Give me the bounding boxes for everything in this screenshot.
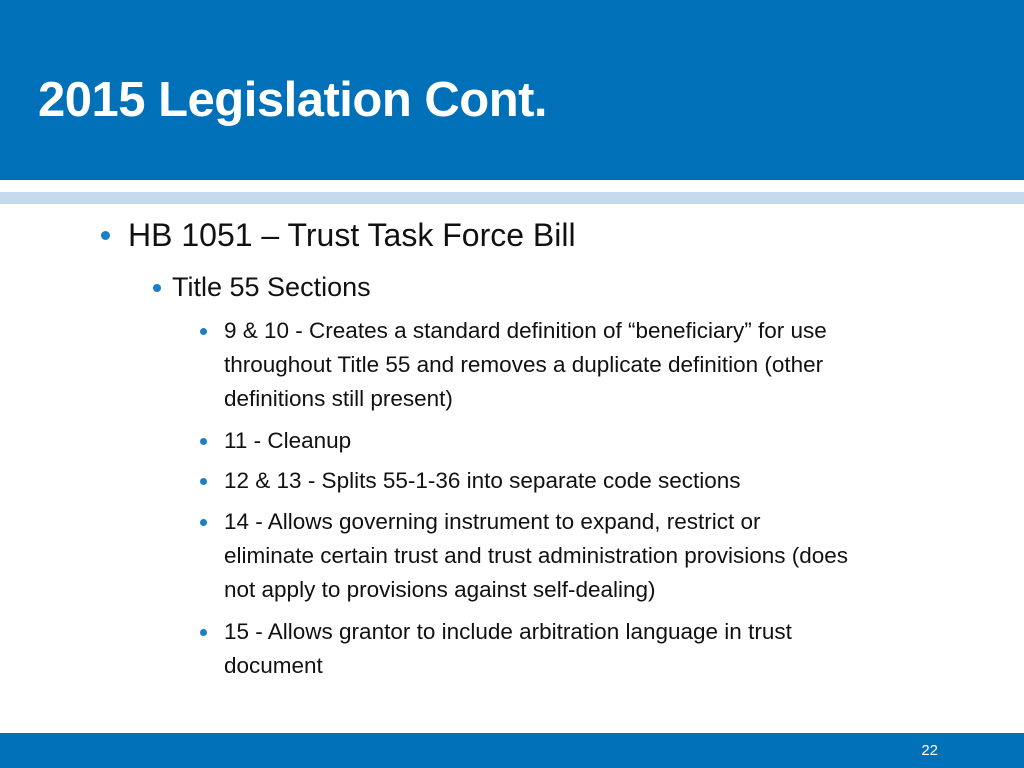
bullet-item-section-15: 15 - Allows grantor to include arbitration language in trust bbox=[224, 619, 792, 644]
footer-bar bbox=[0, 733, 1024, 768]
bullet-dot-icon bbox=[101, 231, 110, 240]
header-divider-gap bbox=[0, 180, 1024, 192]
bullet-dot-icon bbox=[200, 629, 207, 636]
bullet-item-sections-12-13: 12 & 13 - Splits 55-1-36 into separate code sections bbox=[224, 468, 741, 493]
bullet-level2: Title 55 Sections bbox=[172, 272, 371, 302]
header-accent-strip bbox=[0, 192, 1024, 204]
bullet-dot-icon bbox=[200, 478, 207, 485]
page-number: 22 bbox=[921, 742, 938, 759]
bullet-item-section-14-line3: not apply to provisions against self-dealing) bbox=[224, 577, 656, 602]
title-banner bbox=[0, 0, 1024, 180]
bullet-item-section-14: 14 - Allows governing instrument to expand, restrict or bbox=[224, 509, 761, 534]
bullet-dot-icon bbox=[200, 438, 207, 445]
bullet-item-section-15-line2: document bbox=[224, 653, 323, 678]
bullet-item-sections-9-10-line2: throughout Title 55 and removes a duplicate definition (other bbox=[224, 352, 824, 377]
slide-title: 2015 Legislation Cont. bbox=[38, 73, 548, 127]
bullet-item-section-14-line2: eliminate certain trust and trust administration provisions (does bbox=[224, 543, 849, 568]
bullet-dot-icon bbox=[200, 328, 207, 335]
bullet-dot-icon bbox=[200, 519, 207, 526]
bullet-dot-icon bbox=[153, 284, 161, 292]
bullet-item-sections-9-10-line3: definitions still present) bbox=[224, 386, 453, 411]
bullet-item-sections-9-10: 9 & 10 - Creates a standard definition of “beneficiary” for use bbox=[224, 318, 827, 343]
bullet-level1: HB 1051 – Trust Task Force Bill bbox=[128, 217, 576, 253]
bullet-item-section-11: 11 - Cleanup bbox=[224, 428, 352, 453]
